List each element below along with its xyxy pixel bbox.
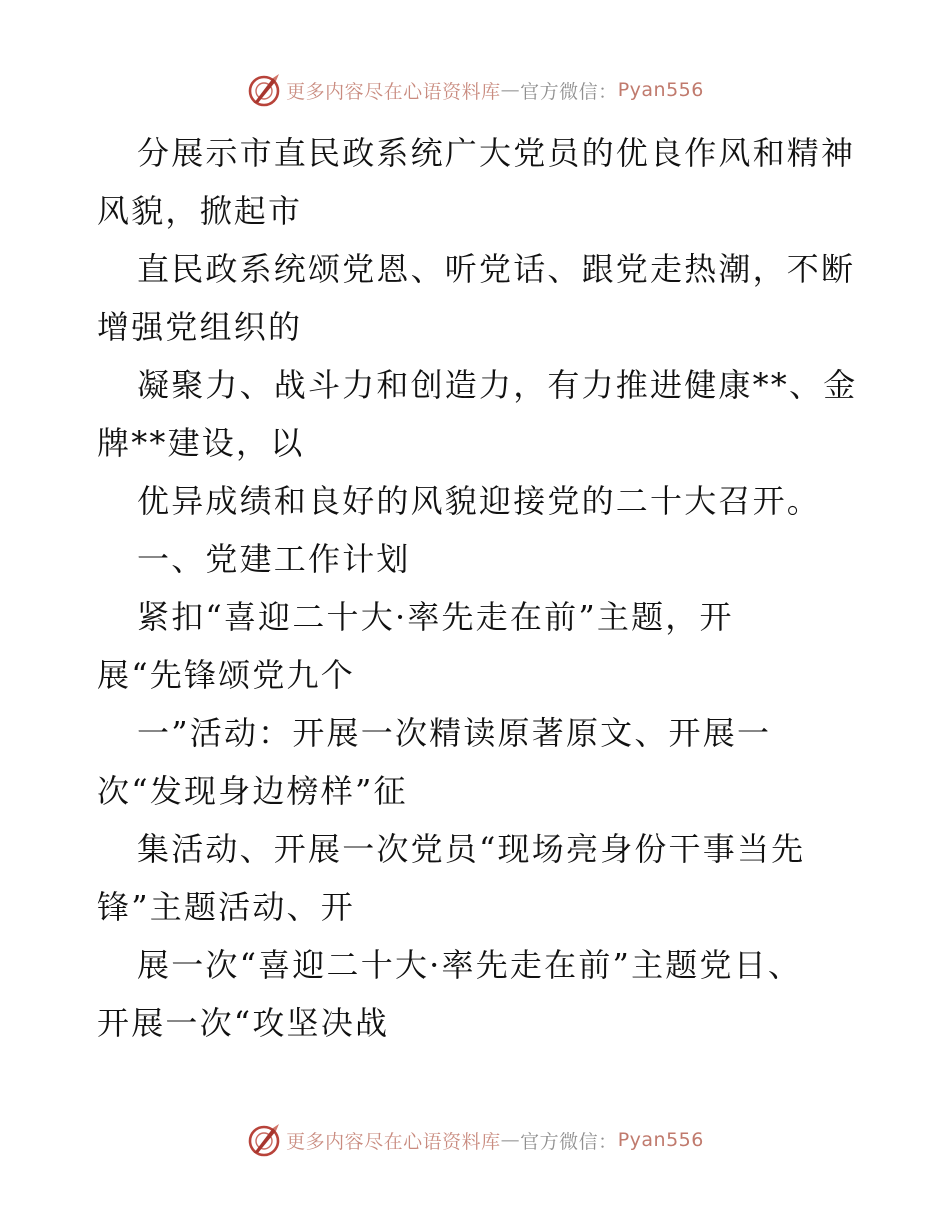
text-line: 增强党组织的	[97, 308, 303, 346]
text-line: 优异成绩和良好的风貌迎接党的二十大召开。	[137, 482, 822, 520]
watermark-account: Pyan556	[617, 1129, 704, 1151]
watermark-text: 更多内容尽在心语资料库	[286, 1130, 501, 1153]
quill-logo-icon	[246, 72, 282, 108]
footer-watermark	[0, 1120, 950, 1160]
text-line: 展“先锋颂党九个	[97, 656, 355, 694]
quill-logo-icon	[246, 1122, 282, 1158]
watermark-dash: —	[500, 1129, 521, 1151]
text-line: 紧扣“喜迎二十大·率先走在前”主题，开	[137, 598, 734, 636]
document-body	[97, 124, 857, 1052]
text-line: 开展一次“攻坚决战	[97, 1004, 390, 1042]
watermark-label: 官方微信：	[520, 80, 618, 103]
text-line: 分展示市直民政系统广大党员的优良作风和精神	[137, 134, 856, 172]
watermark-account: Pyan556	[617, 79, 704, 101]
text-line: 锋”主题活动、开	[97, 888, 355, 926]
text-line: 一”活动：开展一次精读原著原文、开展一	[137, 714, 772, 752]
watermark-dash: —	[500, 79, 521, 101]
text-line: 直民政系统颂党恩、听党话、跟党走热潮，不断	[137, 250, 856, 288]
section-heading: 一、党建工作计划	[137, 540, 411, 578]
text-line: 牌**建设，以	[97, 424, 305, 462]
watermark-text: 更多内容尽在心语资料库	[286, 80, 501, 103]
text-line: 次“发现身边榜样”征	[97, 772, 408, 810]
header-watermark	[0, 70, 950, 110]
text-line: 展一次“喜迎二十大·率先走在前”主题党日、	[137, 946, 803, 984]
watermark-label: 官方微信：	[520, 1130, 618, 1153]
text-line: 风貌，掀起市	[97, 192, 303, 230]
text-line: 凝聚力、战斗力和创造力，有力推进健康**、金	[137, 366, 858, 404]
text-line: 集活动、开展一次党员“现场亮身份干事当先	[137, 830, 806, 868]
